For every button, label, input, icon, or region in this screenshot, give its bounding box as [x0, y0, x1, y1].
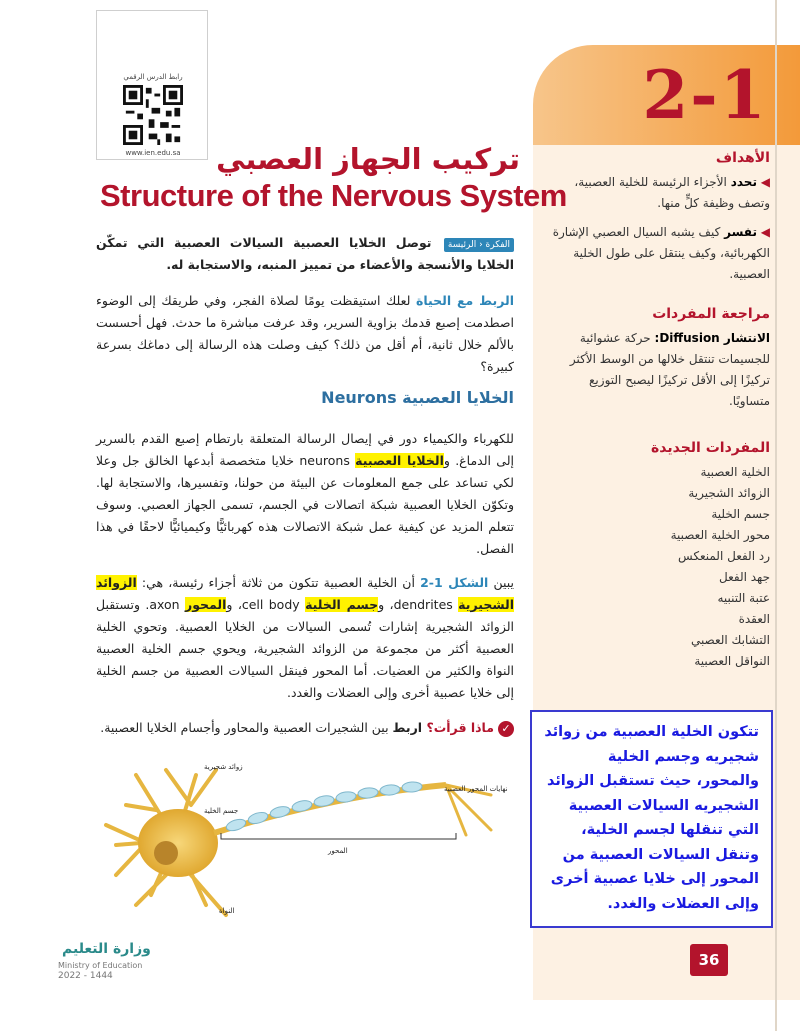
highlighted-term: المحور — [185, 597, 227, 612]
paragraph-text: axon. وتستقبل الزوائد الشجيرية إشارات تُسمى السيالات من الخلايا العصبية. وتحوي الخلية العصبية أكثر من مجموعة من الزوائد الشجيرية، ويحوي جسم الخلية العصبية النواة والكثير من العضيات. أما المحور فينقل السيالات العصبية من جسم الخلية إلى خلايا عصبية أخرى وإلى العضلات والغدد. — [96, 597, 514, 700]
paragraph-text: cell body، و — [226, 597, 306, 612]
cell-body-shape — [138, 809, 218, 877]
label-axon-terminals: نهايات المحور العصبية — [444, 785, 508, 793]
vocab-item: محور الخلية العصبية — [670, 528, 770, 542]
lesson-number: 2-1 — [642, 56, 768, 134]
page-number: 36 — [690, 944, 728, 976]
neuron-figure — [96, 755, 526, 925]
life-connection-paragraph — [96, 290, 514, 378]
badge-label: الرئيسة — [447, 240, 477, 250]
ministry-name-english: Ministry of Education — [58, 961, 143, 970]
vocab-item: التشابك العصبي — [690, 633, 770, 647]
axon-bracket — [221, 833, 456, 839]
highlighted-term: الزوائد الشجيرية — [96, 575, 515, 612]
vocab-item: جسم الخلية — [711, 507, 770, 521]
checkmark-icon: ✓ — [498, 721, 514, 737]
highlighted-term: جسم الخلية — [305, 597, 379, 612]
ministry-logo — [50, 935, 190, 985]
nucleus-shape — [154, 841, 178, 865]
vocab-item: الخلية العصبية — [700, 465, 770, 479]
paragraph-text: يبين — [488, 575, 514, 590]
bullet-icon: ◀ — [756, 175, 770, 189]
qr-label: رابط الدرس الرقمي — [123, 73, 183, 81]
objective-item — [545, 222, 770, 285]
reading-check — [84, 720, 514, 737]
neurons-paragraph-2 — [96, 572, 514, 704]
review-term: الانتشار Diffusion: — [654, 331, 770, 345]
neurons-paragraph-1 — [96, 428, 514, 560]
qr-url[interactable]: www.ien.edu.sa — [125, 149, 181, 157]
figure-reference-link[interactable]: الشكل 1-2 — [420, 575, 489, 590]
main-idea-paragraph — [96, 232, 514, 276]
label-cell-body: جسم الخلية — [204, 807, 239, 815]
qr-code-icon[interactable] — [123, 85, 183, 145]
review-vocab-definition — [545, 328, 770, 412]
badge-label: الفكرة — [485, 240, 510, 250]
paragraph-text: neurons خلايا متخصصة أبدعها الخالق جل وعلا لكي تساعد على جمع المعلومات عن البيئة من حولنا، وتفسيرها، والاستجابة لها. وتكوّن الخلايا العصبية شبكة اتصالات في الجسم، تسمى الجهاز العصبي. وسوف تتعلم المزيد عن كيفية عمل شبكة الاتصالات هذه كهربائيًّا وكيميائيًّا لاحقًا في هذا الفصل. — [96, 453, 514, 556]
paragraph-text: dendrites، و — [378, 597, 459, 612]
objective-verb: تحدد — [730, 175, 757, 189]
page-binding-line — [775, 0, 777, 1031]
paragraph-text: للكهرباء والكيمياء دور في إيصال الرسالة المتعلقة بارتطام إصبع القدم بالسرير إلى الدماغ. و — [96, 431, 514, 468]
vocab-item: عتبة التنبيه — [717, 591, 770, 605]
summary-note-box — [530, 710, 773, 928]
label-dendrites: زوائد شجيرية — [204, 763, 243, 771]
reading-check-text: بين الشجيرات العصبية والمحاور وأجسام الخلايا العصبية. — [100, 720, 393, 735]
vocab-item: جهد الفعل — [719, 570, 770, 584]
new-vocab-heading: المفردات الجديدة — [651, 440, 770, 456]
highlighted-term: الخلايا العصبية — [355, 453, 444, 468]
label-nucleus: النواة — [219, 907, 235, 915]
label-axon: المحور — [328, 847, 348, 855]
page-title-arabic: تركيب الجهاز العصبي — [216, 142, 520, 176]
vocab-item: النواقل العصبية — [694, 654, 770, 668]
section-heading: الخلايا العصبية Neurons — [321, 388, 514, 407]
new-vocab-section — [545, 440, 770, 672]
bullet-icon: ◀ — [756, 225, 770, 239]
review-vocab-heading: مراجعة المفردات — [652, 306, 770, 322]
vocab-item: الزوائد الشجيرية — [688, 486, 770, 500]
objectives-heading: الأهداف — [715, 150, 770, 166]
objective-verb: تفسر — [724, 225, 757, 239]
page-title-english: Structure of the Nervous System — [100, 178, 567, 213]
reading-check-verb: اربط — [392, 720, 427, 735]
life-connection-text: لعلك استيقظت يومًا لصلاة الفجر، وفي طريقك إلى الوضوء اصطدمت إصبع قدمك بزاوية السرير، وقد عرفت مباشرة ما حدث. فهل أحسست بالألم خلال ثانية، أم أقل من ذلك؟ كيف وصلت هذه الرسالة إلى دماغك بسرعة كبيرة؟ — [96, 293, 514, 374]
new-vocab-list — [545, 462, 770, 672]
objective-text: الأجزاء الرئيسة للخلية العصبية، وتصف وظيفة كلٍّ منها. — [574, 175, 770, 210]
paragraph-text: أن الخلية العصبية تتكون من ثلاثة أجزاء رئيسة، هي: — [136, 575, 421, 590]
vocab-item: رد الفعل المنعكس — [678, 549, 770, 563]
myelin-sheath-shape — [225, 781, 422, 833]
ministry-name-arabic: وزارة التعليم — [62, 941, 151, 957]
vocab-item: العقدة — [738, 612, 770, 626]
review-definition-text: حركة عشوائية للجسيمات تنتقل خلالها من الوسط الأكثر تركيزًا إلى الأقل تركيزًا ليصبح التوزيع متساويًا. — [569, 331, 770, 408]
main-idea-badge: الفكرة ‹ الرئيسة — [444, 238, 514, 252]
life-connection-label: الربط مع الحياة — [415, 293, 514, 308]
objective-item — [545, 172, 770, 214]
review-vocab-section — [545, 306, 770, 420]
objectives-section — [545, 150, 770, 293]
summary-note-text: تتكون الخلية العصبية من زوائد شجيريه وجسم الخلية والمحور، حيث تستقبل الزوائد الشجيريه السيالات العصبية التي تنقلها لجسم الخلية، وتنقل السيالات العصبية من المحور إلى خلايا عصبية أخرى وإلى العضلات والغدد. — [544, 724, 759, 912]
main-idea-text: توصل الخلايا العصبية السيالات العصبية التي تمكّن الخلايا والأنسجة والأعضاء من تمييز المنبه، والاستجابة له. — [96, 235, 514, 272]
objective-text: كيف يشبه السيال العصبي الإشارة الكهربائية، وكيف ينتقل على طول الخلية العصبية. — [552, 225, 770, 281]
qr-card[interactable] — [96, 10, 208, 160]
edition-year: 2022 - 1444 — [58, 971, 113, 981]
reading-check-label: ماذا قرأت؟ — [426, 720, 494, 735]
